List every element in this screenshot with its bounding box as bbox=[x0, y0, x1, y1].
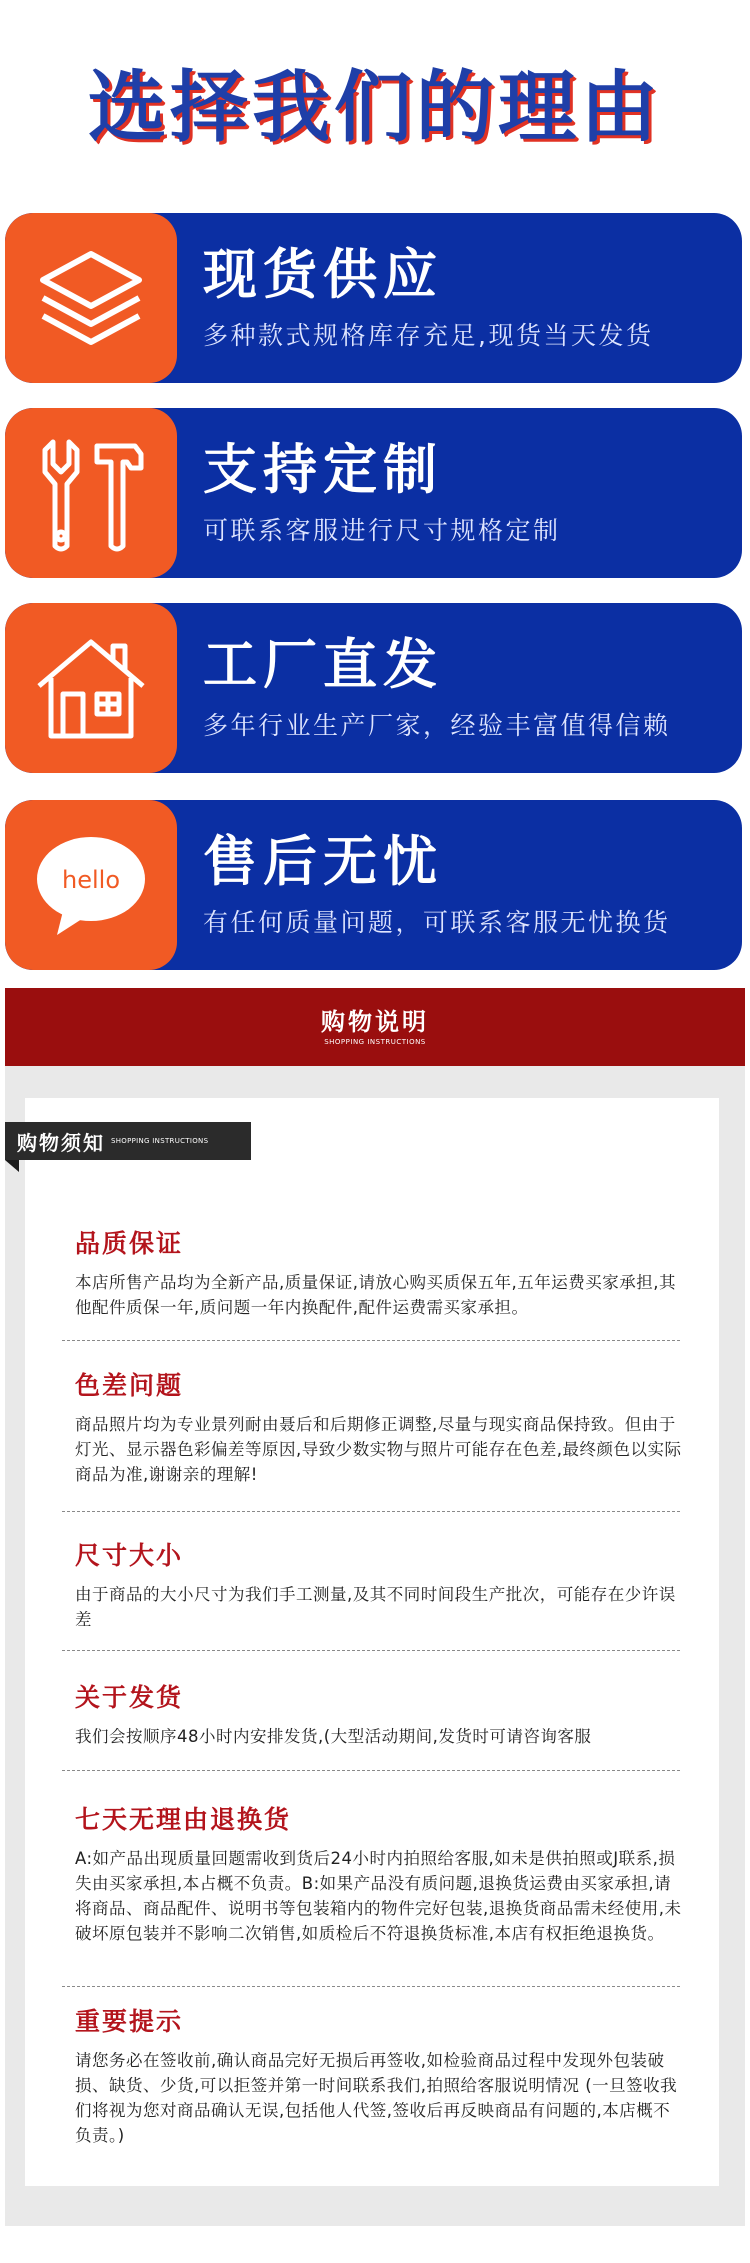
feature-card-stock bbox=[5, 213, 742, 383]
policy-title: 重要提示 bbox=[75, 2007, 184, 2036]
divider bbox=[62, 1986, 680, 1987]
feature-desc: 有任何质量问题，可联系客服无忧换货 bbox=[203, 908, 671, 937]
feature-card-aftersales bbox=[5, 800, 742, 970]
feature-card-factory bbox=[5, 603, 742, 773]
policy-returns bbox=[75, 1804, 685, 1946]
feature-title: 售后无忧 bbox=[203, 830, 443, 893]
divider bbox=[62, 1340, 680, 1341]
feature-title: 现货供应 bbox=[203, 243, 443, 306]
policy-size bbox=[75, 1540, 685, 1632]
policy-text: 本店所售产品均为全新产品,质量保证,请放心购买质保五年,五年运费买家承担,其他配件质保一年,质问题一年内换配件,配件运费需买家承担。 bbox=[75, 1273, 676, 1317]
policy-important bbox=[75, 2006, 685, 2148]
policy-title: 品质保证 bbox=[75, 1229, 184, 1258]
policy-title: 尺寸大小 bbox=[75, 1541, 184, 1570]
section-header bbox=[5, 988, 745, 1066]
policy-text: 商品照片均为专业景列耐由聂后和后期修正调整,尽量与现实商品保持致。但由于灯光、显示器色彩偏差等原因,导致少数实物与照片可能存在色差,最终颜色以实际商品为准,谢谢亲的理解! bbox=[75, 1415, 682, 1484]
policy-text: 请您务必在签收前,确认商品完好无损后再签收,如检验商品过程中发现外包装破损、缺货、少货,可以拒签并第一时间联系我们,拍照给客服说明情况 (一旦签收我们将视为您对商品确认无误,包括他人代签,签收后再反映商品有问题的,本店概不负责。) bbox=[75, 2051, 678, 2145]
section-title: 购物说明 bbox=[321, 1008, 429, 1036]
house-icon bbox=[5, 603, 177, 773]
policy-title: 色差问题 bbox=[75, 1371, 184, 1400]
policy-title: 关于发货 bbox=[75, 1683, 184, 1712]
feature-desc: 可联系客服进行尺寸规格定制 bbox=[203, 516, 561, 545]
divider bbox=[62, 1511, 680, 1512]
tools-icon bbox=[5, 408, 177, 578]
policy-text: A:如产品出现质量回题需收到货后24小时内拍照给客服,如未是供拍照或J联系,损失由买家承担,本占概不负责。B:如果产品没有质问题,退换货运费由买家承担,请将商品、商品配件、说明书等包装箱内的物件完好包装,退换货商品需未经使用,未破坏原包装并不影响二次销售,如质检后不符退换货标准,本店有权拒绝退换货。 bbox=[75, 1849, 682, 1943]
section-subtitle: SHOPPING INSTRUCTIONS bbox=[324, 1038, 426, 1046]
divider bbox=[62, 1650, 680, 1651]
chat-bubble-text: hello bbox=[62, 866, 120, 894]
divider bbox=[62, 1770, 680, 1771]
notice-tab bbox=[5, 1122, 251, 1160]
feature-desc: 多种款式规格库存充足,现货当天发货 bbox=[203, 321, 654, 350]
chat-bubble-icon bbox=[5, 800, 177, 970]
policy-title: 七天无理由退换货 bbox=[75, 1805, 292, 1834]
policy-text: 由于商品的大小尺寸为我们手工测量,及其不同时间段生产批次，可能存在少许误差 bbox=[75, 1585, 676, 1629]
policy-text: 我们会按顺序48小时内安排发货,(大型活动期间,发货时可请咨询客服 bbox=[75, 1727, 592, 1746]
policy-color bbox=[75, 1370, 685, 1487]
layers-icon bbox=[5, 213, 177, 383]
policy-shipping bbox=[75, 1682, 685, 1749]
page-title: 选择我们的理由 bbox=[87, 63, 662, 153]
feature-title: 工厂直发 bbox=[203, 633, 443, 696]
policy-quality bbox=[75, 1228, 685, 1320]
feature-title: 支持定制 bbox=[203, 438, 443, 501]
notice-tab-subtitle: SHOPPING INSTRUCTIONS bbox=[111, 1137, 209, 1145]
feature-card-custom bbox=[5, 408, 742, 578]
feature-desc: 多年行业生产厂家，经验丰富值得信赖 bbox=[203, 711, 671, 740]
tab-fold bbox=[5, 1160, 19, 1172]
notice-tab-title: 购物须知 bbox=[17, 1130, 105, 1155]
